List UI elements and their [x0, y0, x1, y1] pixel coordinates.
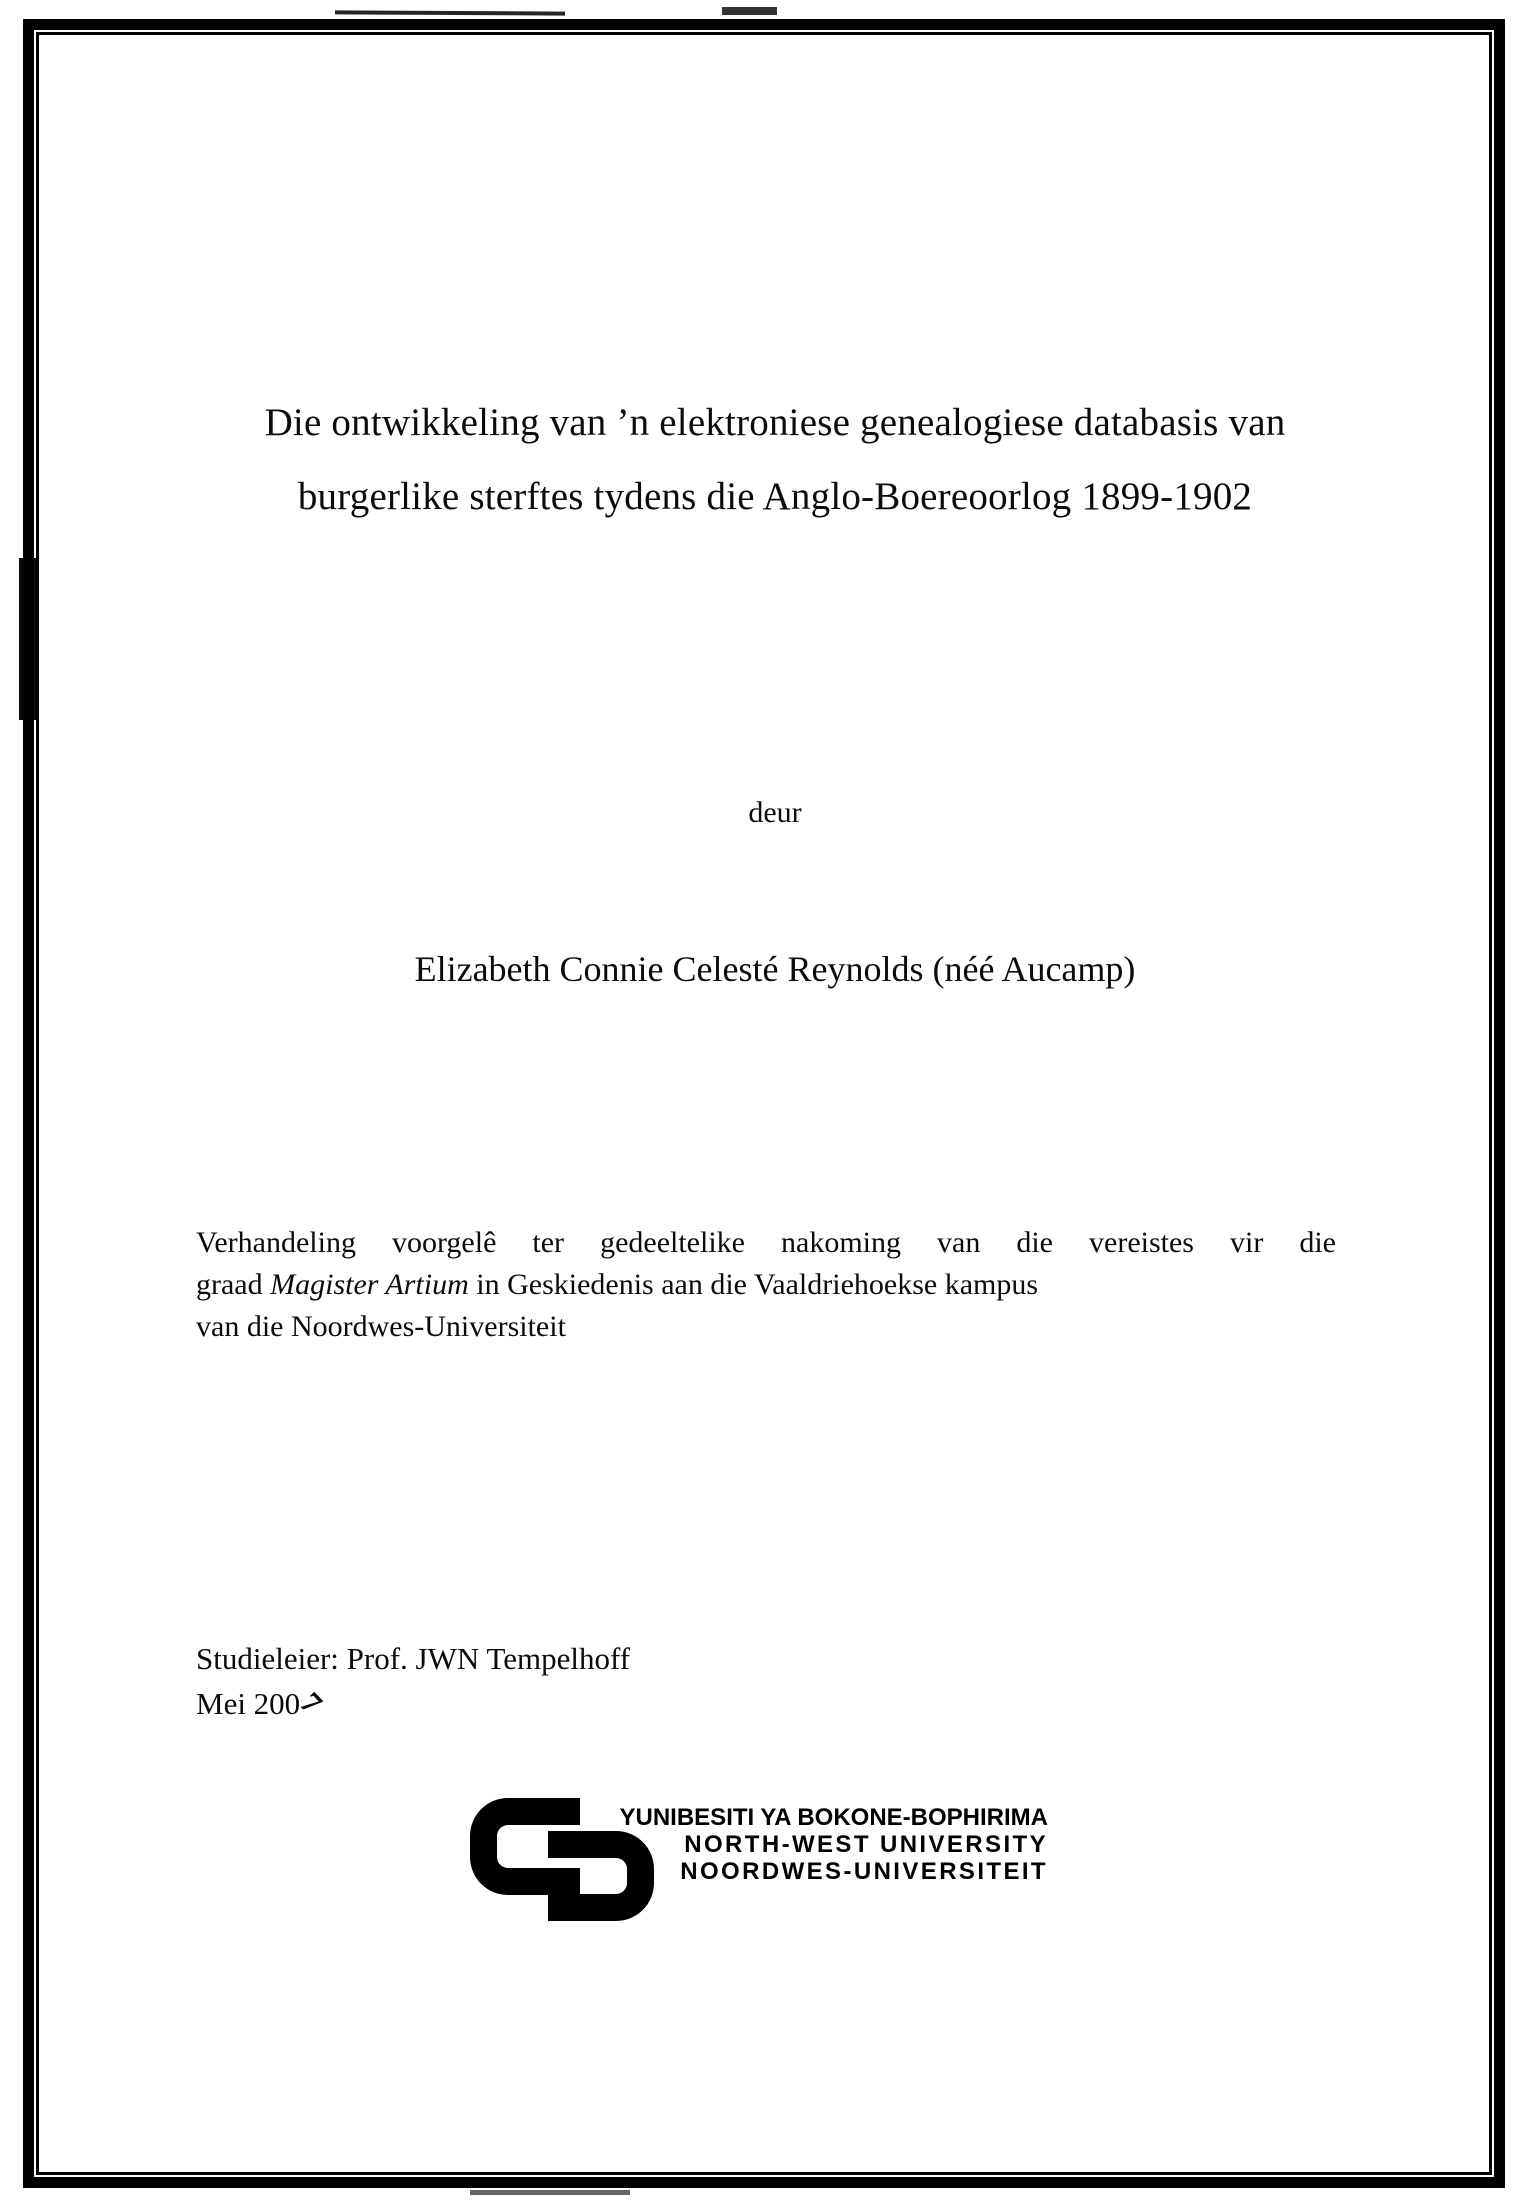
- supervisor-line: Studieleier: Prof. JWN Tempelhoff: [196, 1641, 631, 1676]
- author-name: Elizabeth Connie Celesté Reynolds (néé Aucamp): [414, 949, 1136, 989]
- byline-label: deur: [748, 796, 802, 829]
- degree-statement: [196, 1222, 1336, 1348]
- scan-artifact: [19, 558, 36, 720]
- degree-name-italic: Magister Artium: [270, 1268, 469, 1301]
- supervisor-and-date: [196, 1636, 630, 1726]
- logo-link-top-left: [470, 1798, 580, 1895]
- degree-statement-line-2-prefix: graad: [196, 1268, 271, 1301]
- date-last-digit: 7: [293, 1685, 330, 1721]
- logo-text-setswana: YUNIBESITI YA BOKONE-BOPHIRIMA: [619, 1804, 1048, 1831]
- scan-artifact: [335, 10, 565, 15]
- university-logo-wordmark: [586, 1804, 1048, 1885]
- thesis-title: [180, 386, 1370, 534]
- date-prefix: Mei 200: [196, 1686, 301, 1721]
- degree-statement-line-2-suffix: in Geskiedenis aan die Vaaldriehoekse kampus: [468, 1268, 1039, 1301]
- logo-text-english: NORTH-WEST UNIVERSITY: [684, 1831, 1048, 1858]
- thesis-title-line-2: burgerlike sterftes tydens die Anglo-Boereoorlog 1899-1902: [297, 475, 1253, 518]
- scan-artifact: [722, 7, 777, 15]
- degree-statement-line-3: van die Noordwes-Universiteit: [196, 1310, 566, 1343]
- university-logo: [470, 1798, 1090, 1938]
- degree-statement-line-2: [196, 1264, 1336, 1306]
- scan-artifact: [470, 2190, 630, 2195]
- logo-text-afrikaans: NOORDWES-UNIVERSITEIT: [680, 1858, 1048, 1885]
- date-line: [196, 1681, 630, 1726]
- degree-statement-line-1: Verhandeling voorgelê ter gedeeltelike nakoming van die vereistes vir die: [196, 1226, 1336, 1259]
- thesis-title-line-1: Die ontwikkeling van ’n elektroniese genealogiese databasis van: [264, 401, 1286, 444]
